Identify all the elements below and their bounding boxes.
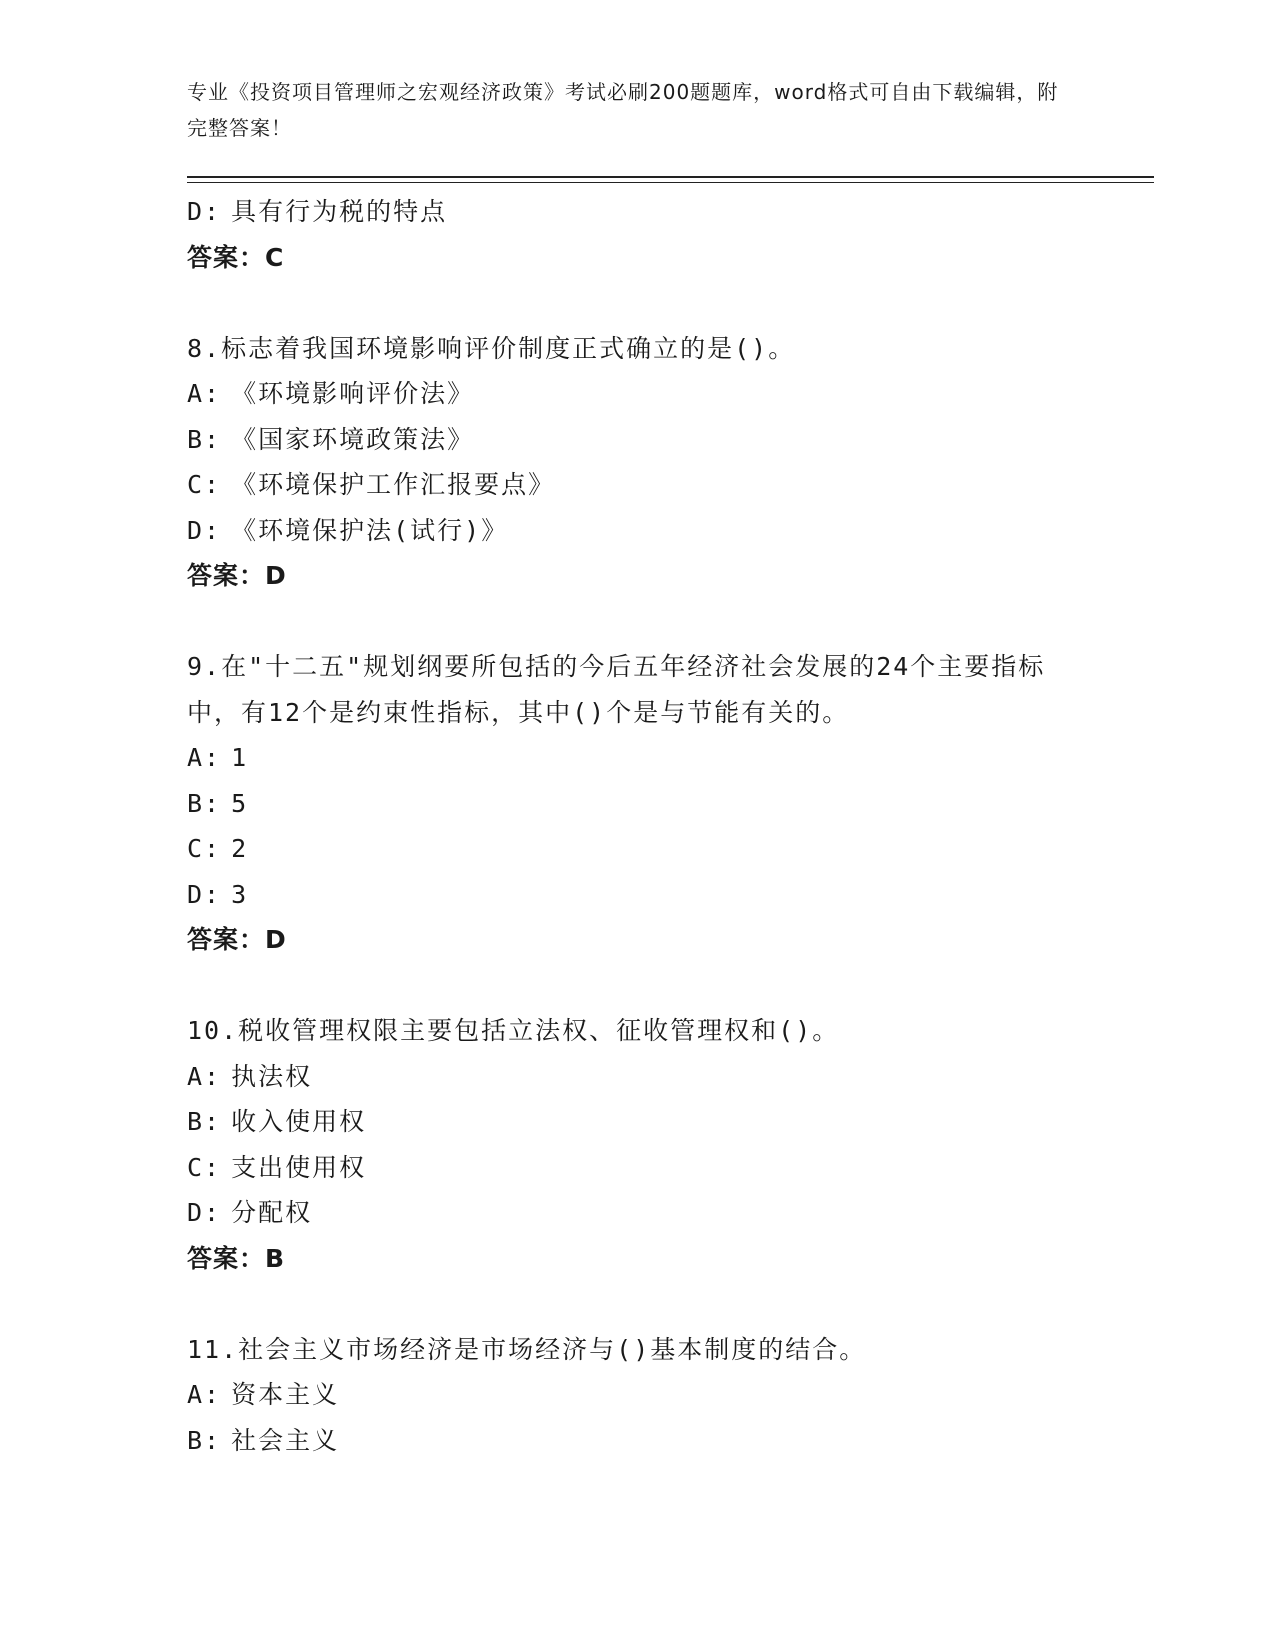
option-text: 社会主义 bbox=[231, 1425, 340, 1455]
question-stem: 8.标志着我国环境影响评价制度正式确立的是()。 bbox=[187, 333, 796, 363]
option-c bbox=[187, 826, 1087, 872]
option-text: 收入使用权 bbox=[231, 1107, 367, 1136]
option-b bbox=[187, 1099, 1087, 1145]
spacer bbox=[187, 1281, 1087, 1327]
option-label: C: bbox=[187, 1152, 222, 1182]
header-divider-thin bbox=[187, 182, 1154, 183]
question-stem: 10.税收管理权限主要包括立法权、征收管理权和()。 bbox=[187, 1016, 840, 1045]
document-header: 专业《投资项目管理师之宏观经济政策》考试必刷200题题库，word格式可自由下载编辑，附完整答案！ bbox=[187, 80, 1059, 140]
option-a bbox=[187, 1372, 1087, 1418]
option-d bbox=[187, 508, 1087, 554]
option-text: 《环境保护法(试行)》 bbox=[231, 515, 509, 545]
option-label: B: bbox=[187, 424, 222, 454]
question-stem: 9.在"十二五"规划纲要所包括的今后五年经济社会发展的24个主要指标中，有12个是约束性指标，其中()个是与节能有关的。 bbox=[187, 652, 1046, 727]
spacer bbox=[187, 963, 1087, 1009]
header-divider-thick bbox=[187, 176, 1154, 178]
option-label: D: bbox=[187, 1198, 222, 1227]
option-text: 支出使用权 bbox=[231, 1152, 367, 1182]
option-text: 资本主义 bbox=[231, 1380, 340, 1409]
answer-line: 答案：D bbox=[187, 925, 287, 954]
option-text: 3 bbox=[231, 879, 249, 909]
spacer bbox=[187, 599, 1087, 645]
option-d bbox=[187, 872, 1087, 918]
option-text: 执法权 bbox=[231, 1061, 313, 1091]
option-text: 具有行为税的特点 bbox=[231, 197, 448, 226]
question-list bbox=[187, 189, 1087, 1463]
option-a bbox=[187, 735, 1087, 781]
option-label: A: bbox=[187, 743, 222, 772]
option-text: 《环境影响评价法》 bbox=[231, 379, 475, 408]
option-c bbox=[187, 462, 1087, 508]
option-text: 《国家环境政策法》 bbox=[231, 424, 475, 454]
option-text: 《环境保护工作汇报要点》 bbox=[231, 470, 556, 499]
question-stem: 11.社会主义市场经济是市场经济与()基本制度的结合。 bbox=[187, 1334, 867, 1364]
answer-line: 答案：D bbox=[187, 561, 287, 590]
option-label: A: bbox=[187, 379, 222, 408]
option-label: B: bbox=[187, 1107, 222, 1136]
option-label: A: bbox=[187, 1061, 222, 1091]
answer-line: 答案：B bbox=[187, 1243, 286, 1273]
option-a bbox=[187, 1054, 1087, 1100]
option-label: B: bbox=[187, 788, 222, 818]
answer-line: 答案：C bbox=[187, 242, 285, 272]
option-label: A: bbox=[187, 1380, 222, 1409]
option-c bbox=[187, 1145, 1087, 1191]
option-b bbox=[187, 1418, 1087, 1464]
option-text: 1 bbox=[231, 743, 249, 772]
option-a bbox=[187, 371, 1087, 417]
option-label: C: bbox=[187, 834, 222, 863]
spacer bbox=[187, 280, 1087, 326]
option-label: B: bbox=[187, 1425, 222, 1455]
option-label: D: bbox=[187, 197, 222, 226]
option-text: 5 bbox=[231, 788, 249, 818]
option-label: D: bbox=[187, 879, 222, 909]
option-text: 2 bbox=[231, 834, 249, 863]
option-d bbox=[187, 1190, 1087, 1236]
option-label: C: bbox=[187, 470, 222, 499]
option-b bbox=[187, 781, 1087, 827]
option-b bbox=[187, 417, 1087, 463]
option-text: 分配权 bbox=[231, 1198, 313, 1227]
option-label: D: bbox=[187, 515, 222, 545]
option-d bbox=[187, 189, 1087, 235]
